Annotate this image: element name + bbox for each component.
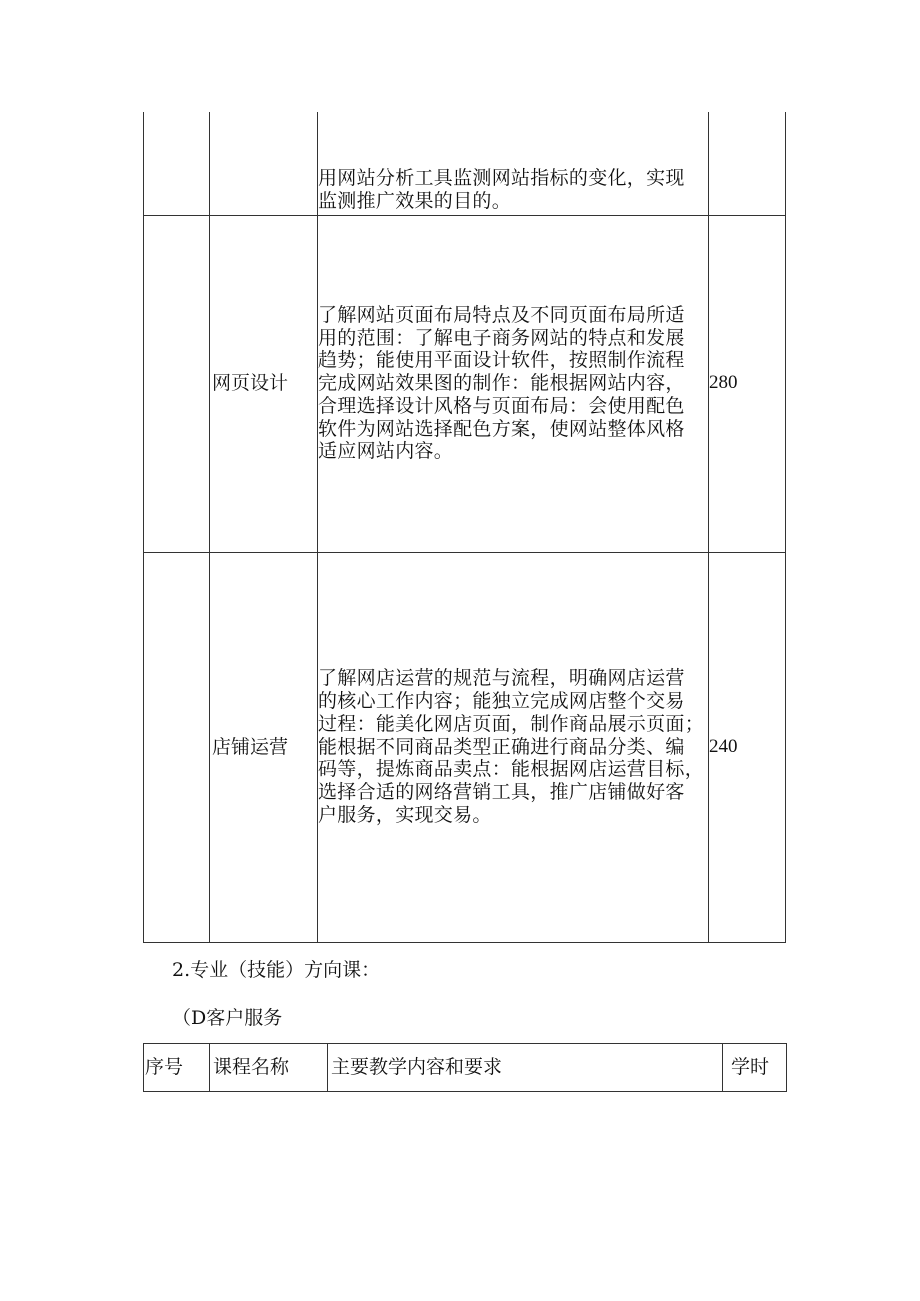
content-line: 能根据不同商品类型正确进行商品分类、编	[318, 735, 685, 758]
content-line: 过程：能美化网店页面，制作商品展示页面；	[318, 712, 705, 735]
table-row	[144, 552, 786, 942]
index-cell	[144, 112, 210, 215]
hours-cell: 240	[709, 552, 786, 942]
content-line: 了解网店运营的规范与流程，明确网店运营	[318, 667, 685, 690]
content-line: 监测推广效果的目的。	[318, 189, 512, 212]
content-line: 软件为网站选择配色方案，使网站整体风格	[318, 417, 685, 440]
content-line: 的核心工作内容；能独立完成网店整个交易	[318, 690, 685, 712]
hours-cell	[709, 112, 786, 215]
table-row	[144, 112, 786, 215]
course-content-cell	[318, 215, 709, 552]
course-content-cell	[318, 552, 709, 942]
hours-cell: 280	[709, 215, 786, 552]
content-line: 码等，提炼商品卖点：能根据网店运营目标，	[318, 758, 705, 781]
content-line: 了解网站页面布局特点及不同页面布局所适	[318, 303, 685, 326]
content-line: 选择合适的网络营销工具，推广店铺做好客	[318, 781, 685, 804]
content-line: 合理选择设计风格与页面布局：会使用配色	[318, 394, 685, 417]
index-cell	[144, 552, 210, 942]
content-line: 户服务，实现交易。	[318, 803, 492, 826]
header-index: 序号	[144, 1044, 210, 1092]
subsection-heading: （D客户服务	[172, 1007, 283, 1029]
course-content-cell	[318, 112, 709, 215]
header-course-name: 课程名称	[210, 1044, 328, 1092]
content-line: 完成网站效果图的制作：能根据网站内容，	[318, 372, 685, 395]
section-heading: 2.专业（技能）方向课：	[172, 959, 381, 981]
content-line: 适应网站内容。	[318, 440, 454, 463]
course-table	[143, 112, 786, 943]
index-cell	[144, 215, 210, 552]
course-name-cell: 店铺运营	[210, 552, 318, 942]
course-header-table	[143, 1043, 787, 1092]
content-line: 用的范围：了解电子商务网站的特点和发展	[318, 326, 685, 349]
header-content: 主要教学内容和要求	[328, 1044, 723, 1092]
content-line: 用网站分析工具监测网站指标的变化，实现	[318, 166, 685, 189]
table-row	[144, 215, 786, 552]
course-name-cell: 网页设计	[210, 215, 318, 552]
table-header-row	[144, 1044, 787, 1092]
content-line: 趋势；能使用平面设计软件，按照制作流程	[318, 349, 685, 372]
course-name-cell	[210, 112, 318, 215]
header-hours: 学时	[723, 1044, 787, 1092]
